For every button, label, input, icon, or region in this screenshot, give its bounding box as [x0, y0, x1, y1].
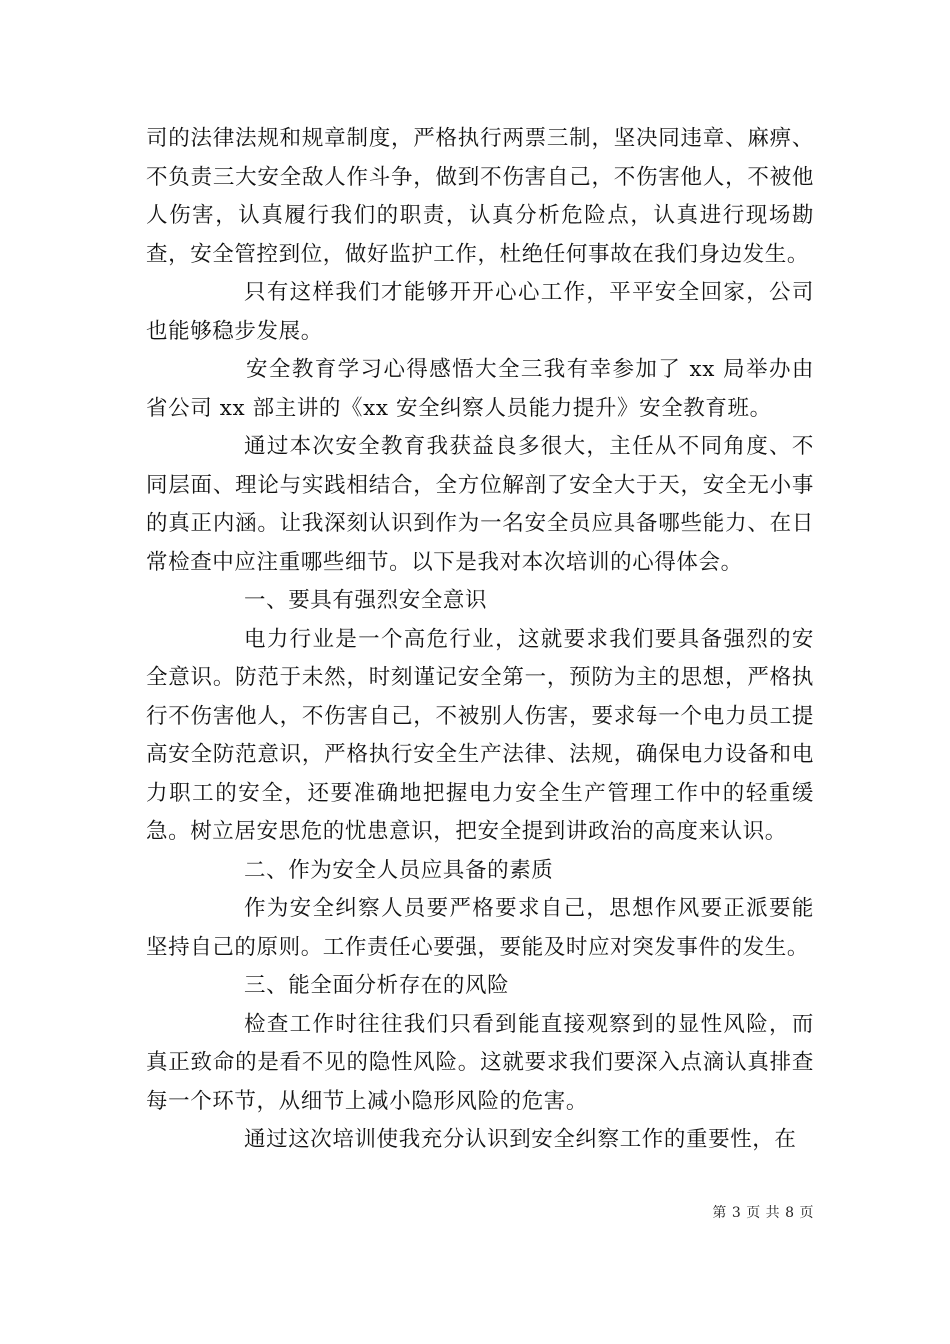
page-number-footer: 第 3 页 共 8 页 [712, 1205, 814, 1221]
section-heading-qualities: 二、作为安全人员应具备的素质 [244, 857, 554, 883]
paragraph-risk: 检查工作时往往我们只看到能直接观察到的显性风险，而真正致命的是看不见的隐性风险。这就要求我们要深入点滴认真排查每一个环节，从细节上减小隐形风险的危害。 [146, 1011, 814, 1114]
paragraph-conclusion: 通过这次培训使我充分认识到安全纠察工作的重要性，在 [244, 1127, 797, 1152]
paragraph-continuation: 司的法律法规和规章制度，严格执行两票三制，坚决同违章、麻痹、不负责三大安全敌人作斗争，做到不伤害自己，不伤害他人，不被他人伤害，认真履行我们的职责，认真分析危险点，认真进行现场勘查，安全管控到位，做好监护工作，杜绝任何事故在我们身边发生。 [146, 126, 814, 267]
paragraph-training-intro: 安全教育学习心得感悟大全三我有幸参加了 xx 局举办由省公司 xx 部主讲的《xx 安全纠察人员能力提升》安全教育班。 [146, 357, 814, 421]
paragraph-benefits: 通过本次安全教育我获益良多很大，主任从不同角度、不同层面、理论与实践相结合，全方位解剖了安全大于天，安全无小事的真正内涵。让我深刻认识到作为一名安全员应具备哪些能力、在日常检查中应注重哪些细节。以下是我对本次培训的心得体会。 [146, 434, 814, 575]
section-heading-risk: 三、能全面分析存在的风险 [244, 973, 510, 998]
section-heading-awareness: 一、要具有强烈安全意识 [244, 588, 488, 613]
document-body [146, 120, 814, 1160]
paragraph-qualities: 作为安全纠察人员要严格要求自己，思想作风要正派要能坚持自己的原则。工作责任心要强，要能及时应对突发事件的发生。 [146, 896, 814, 960]
paragraph-awareness: 电力行业是一个高危行业，这就要求我们要具备强烈的安全意识。防范于未然，时刻谨记安全第一，预防为主的思想，严格执行不伤害他人，不伤害自己，不被别人伤害，要求每一个电力员工提高安全防范意识，严格执行安全生产法律、法规，确保电力设备和电力职工的安全，还要准确地把握电力安全生产管理工作中的轻重缓急。树立居安思危的忧患意识，把安全提到讲政治的高度来认识。 [146, 626, 814, 844]
paragraph-safe-return: 只有这样我们才能够开开心心工作，平平安全回家，公司也能够稳步发展。 [146, 280, 814, 344]
